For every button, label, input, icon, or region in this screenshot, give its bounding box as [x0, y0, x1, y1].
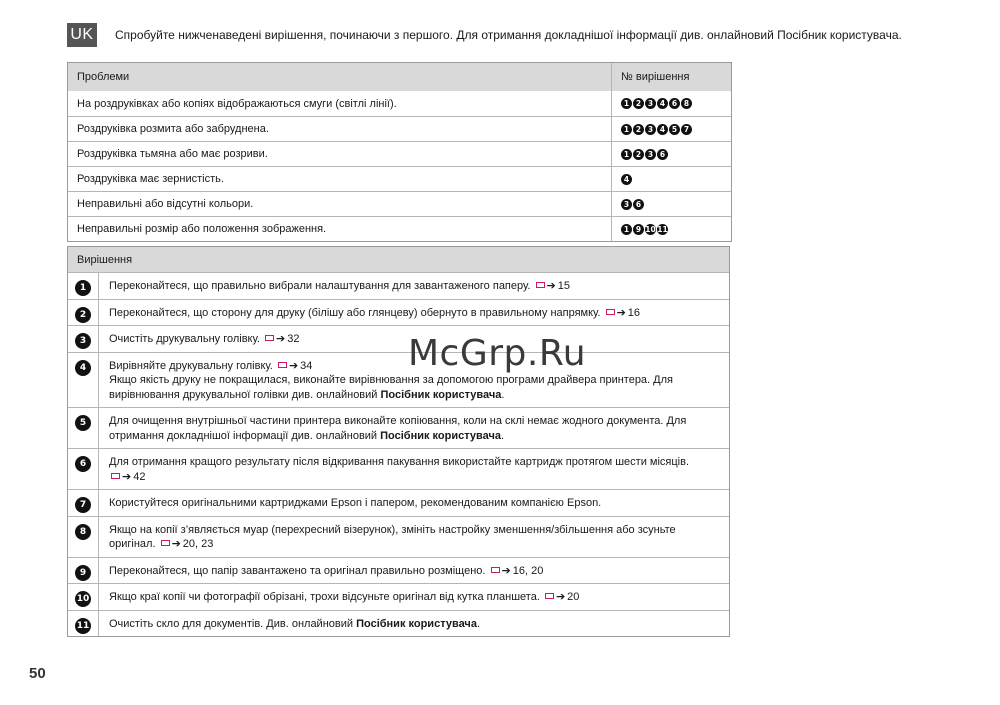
solution-text	[99, 584, 729, 610]
solution-description: Переконайтеся, що сторону для друку (білішу або глянцеву) обернуто в правильному напрямку.	[109, 306, 601, 319]
manual-book-icon	[545, 593, 554, 599]
solution-description: Користуйтеся оригінальними картриджами Epson і папером, рекомендованим компанією Epson.	[109, 497, 602, 509]
solution-number-badge: 5	[75, 415, 91, 431]
reference-pages: 16, 20	[512, 564, 544, 577]
solution-number-cell	[68, 558, 99, 584]
language-badge: UK	[67, 23, 97, 47]
solution-number-badge: 1	[621, 224, 632, 235]
arrow-right-icon: ➔	[555, 591, 566, 603]
solution-numbers	[612, 167, 731, 191]
solution-number-badge: 2	[75, 307, 91, 323]
solution-number-badge: 7	[681, 124, 692, 135]
solution-text	[99, 517, 729, 557]
solution-number-cell	[68, 408, 99, 448]
problem-text: Роздруківка тьмяна або має розриви.	[68, 142, 612, 166]
solution-text	[99, 408, 729, 448]
manual-book-icon	[161, 540, 170, 546]
solution-number-badge: 1	[621, 124, 632, 135]
problem-row	[68, 216, 731, 241]
sentence-end: .	[476, 617, 480, 630]
page-reference	[485, 565, 543, 577]
solutions-header: Вирішення	[68, 247, 729, 272]
solution-description: Якщо на копії з’являється муар (перехресний візерунок), змініть настройку зменшення/збільшення або зсуньте оригінал.	[109, 523, 676, 550]
solution-row	[68, 325, 729, 352]
arrow-right-icon: ➔	[546, 280, 556, 292]
problem-row	[68, 141, 731, 166]
solution-numbers	[612, 142, 731, 166]
page-reference	[156, 538, 214, 550]
manual-book-icon	[491, 567, 500, 573]
problem-text: Неправильні розмір або положення зображення.	[68, 217, 612, 241]
solution-number-cell	[68, 517, 99, 557]
page-reference	[273, 360, 313, 372]
page-reference	[260, 333, 300, 345]
solution-row	[68, 407, 729, 448]
solution-number-badge: 6	[657, 149, 668, 160]
solution-row	[68, 299, 729, 326]
solution-number-badge: 3	[645, 124, 656, 135]
solution-numbers	[612, 117, 731, 141]
solution-number-cell	[68, 449, 99, 489]
reference-pages: 20, 23	[182, 538, 214, 550]
solution-number-badge: 6	[75, 456, 91, 472]
solution-number-badge: 3	[645, 98, 656, 109]
solution-number-badge: 3	[645, 149, 656, 160]
solution-text	[99, 558, 729, 584]
arrow-right-icon: ➔	[616, 306, 626, 319]
solution-text	[99, 273, 729, 299]
arrow-right-icon: ➔	[501, 564, 511, 577]
solution-number-cell	[68, 584, 99, 610]
solution-number-badge: 8	[681, 98, 692, 109]
solution-number-cell	[68, 611, 99, 637]
problem-row	[68, 191, 731, 216]
solution-number-badge: 10	[75, 591, 91, 607]
sentence-end: .	[501, 388, 505, 401]
problem-text: На роздруківках або копіях відображаються смуги (світлі лінії).	[68, 91, 612, 116]
arrow-right-icon: ➔	[288, 359, 299, 372]
solution-numbers	[612, 217, 731, 241]
solution-number-badge: 4	[657, 98, 668, 109]
sentence-end: .	[500, 429, 505, 442]
solution-number-badge: 9	[633, 224, 644, 235]
solution-number-badge: 2	[633, 149, 644, 160]
solution-number-badge: 11	[657, 224, 668, 234]
solution-number-cell	[68, 353, 99, 408]
solution-text	[99, 449, 729, 489]
solution-description: Очистіть друкувальну голівку.	[109, 333, 260, 345]
arrow-right-icon: ➔	[171, 538, 181, 550]
solution-row	[68, 352, 729, 408]
solution-number-badge: 9	[75, 565, 91, 581]
solution-number-badge: 10	[645, 224, 656, 234]
problem-text: Роздруківка має зернистість.	[68, 167, 612, 191]
user-guide-name: Посібник користувача	[356, 617, 477, 630]
solution-number-badge: 8	[75, 524, 91, 540]
user-guide-name: Посібник користувача	[380, 388, 502, 401]
solution-description: Переконайтеся, що папір завантажено та оригінал правильно розміщено.	[109, 564, 486, 577]
user-guide-name: Посібник користувача	[380, 429, 501, 442]
solution-number-badge: 3	[75, 333, 91, 349]
solution-number-badge: 6	[669, 98, 680, 109]
solution-number-badge: 4	[75, 360, 91, 376]
problems-header-row	[68, 63, 731, 91]
watermark: McGrp.Ru	[408, 333, 587, 374]
solution-number-badge: 6	[633, 199, 644, 210]
problems-table	[67, 62, 732, 242]
solution-number-column-header: № вирішення	[621, 71, 690, 83]
solution-numbers	[612, 192, 731, 216]
solution-number-badge: 3	[621, 199, 632, 210]
page-number: 50	[29, 665, 46, 682]
solution-numbers	[612, 91, 731, 116]
solution-number-badge: 5	[669, 124, 680, 135]
solution-row	[68, 610, 729, 637]
solution-description-extra: Якщо якість друку не покращилася, виконайте вирівнювання за допомогою програми драйвера принтера. Для вирівнювання друкувальної голівки див. онлайновий	[109, 374, 673, 401]
manual-book-icon	[111, 473, 120, 479]
problem-row	[68, 91, 731, 116]
solution-description: Очистіть скло для документів. Див. онлайновий	[109, 617, 357, 630]
solution-row	[68, 272, 729, 299]
solution-number-cell	[68, 300, 99, 326]
manual-book-icon	[265, 335, 274, 341]
solution-number-cell	[68, 490, 99, 516]
solution-number-badge: 4	[621, 174, 632, 185]
solution-number-badge: 1	[75, 280, 91, 296]
page-reference	[530, 280, 570, 292]
solution-description: Для очищення внутрішньої частини принтера виконайте копіювання, коли на склі немає жодного документа. Для отримання докладнішої інформації див. онлайновий	[109, 415, 687, 442]
solution-number-cell	[68, 326, 99, 352]
solution-number-cell	[68, 273, 99, 299]
solution-number-badge: 4	[657, 124, 668, 135]
reference-pages: 16	[627, 306, 641, 319]
problem-text: Роздруківка розмита або забруднена.	[68, 117, 612, 141]
reference-pages: 42	[133, 470, 146, 483]
problem-row	[68, 116, 731, 141]
solution-description: Переконайтеся, що правильно вибрали налаштування для завантаженого паперу.	[109, 280, 531, 292]
manual-book-icon	[536, 282, 545, 288]
solution-description: Вирівняйте друкувальну голівку.	[109, 359, 273, 372]
manual-book-icon	[278, 362, 287, 368]
solutions-table	[67, 246, 730, 637]
solution-number-badge: 2	[633, 98, 644, 109]
solution-text	[99, 490, 729, 516]
solution-row	[68, 583, 729, 610]
problem-row	[68, 166, 731, 191]
solution-number-badge: 2	[633, 124, 644, 135]
solution-number-badge: 1	[621, 98, 632, 109]
arrow-right-icon: ➔	[276, 333, 286, 345]
solution-description: Якщо краї копії чи фотографії обрізані, трохи відсуньте оригінал від кутка планшета.	[109, 591, 540, 603]
solution-row	[68, 448, 729, 489]
problems-column-header: Проблеми	[68, 63, 612, 91]
problem-text: Неправильні або відсутні кольори.	[68, 192, 612, 216]
reference-pages: 32	[287, 333, 300, 345]
reference-pages: 15	[557, 280, 570, 292]
solution-text	[99, 300, 729, 326]
solution-description: Для отримання кращого результату після відкривання пакування використайте картридж протягом шести місяців.	[109, 456, 690, 468]
page-reference	[540, 591, 580, 603]
solution-number-badge: 11	[75, 618, 91, 634]
solution-text	[99, 611, 729, 637]
arrow-right-icon: ➔	[122, 470, 132, 483]
solution-number-badge: 1	[621, 149, 632, 160]
page-reference	[601, 307, 641, 319]
solution-row	[68, 557, 729, 584]
solution-number-badge: 7	[75, 497, 91, 513]
solution-row	[68, 489, 729, 516]
solution-row	[68, 516, 729, 557]
reference-pages: 20	[567, 591, 580, 603]
page-reference	[109, 471, 145, 483]
reference-pages: 34	[300, 359, 313, 372]
intro-text: Спробуйте нижченаведені вирішення, починаючи з першого. Для отримання докладнішої інформації див. онлайновий Посібник користувача.	[115, 28, 902, 42]
manual-book-icon	[606, 309, 615, 315]
